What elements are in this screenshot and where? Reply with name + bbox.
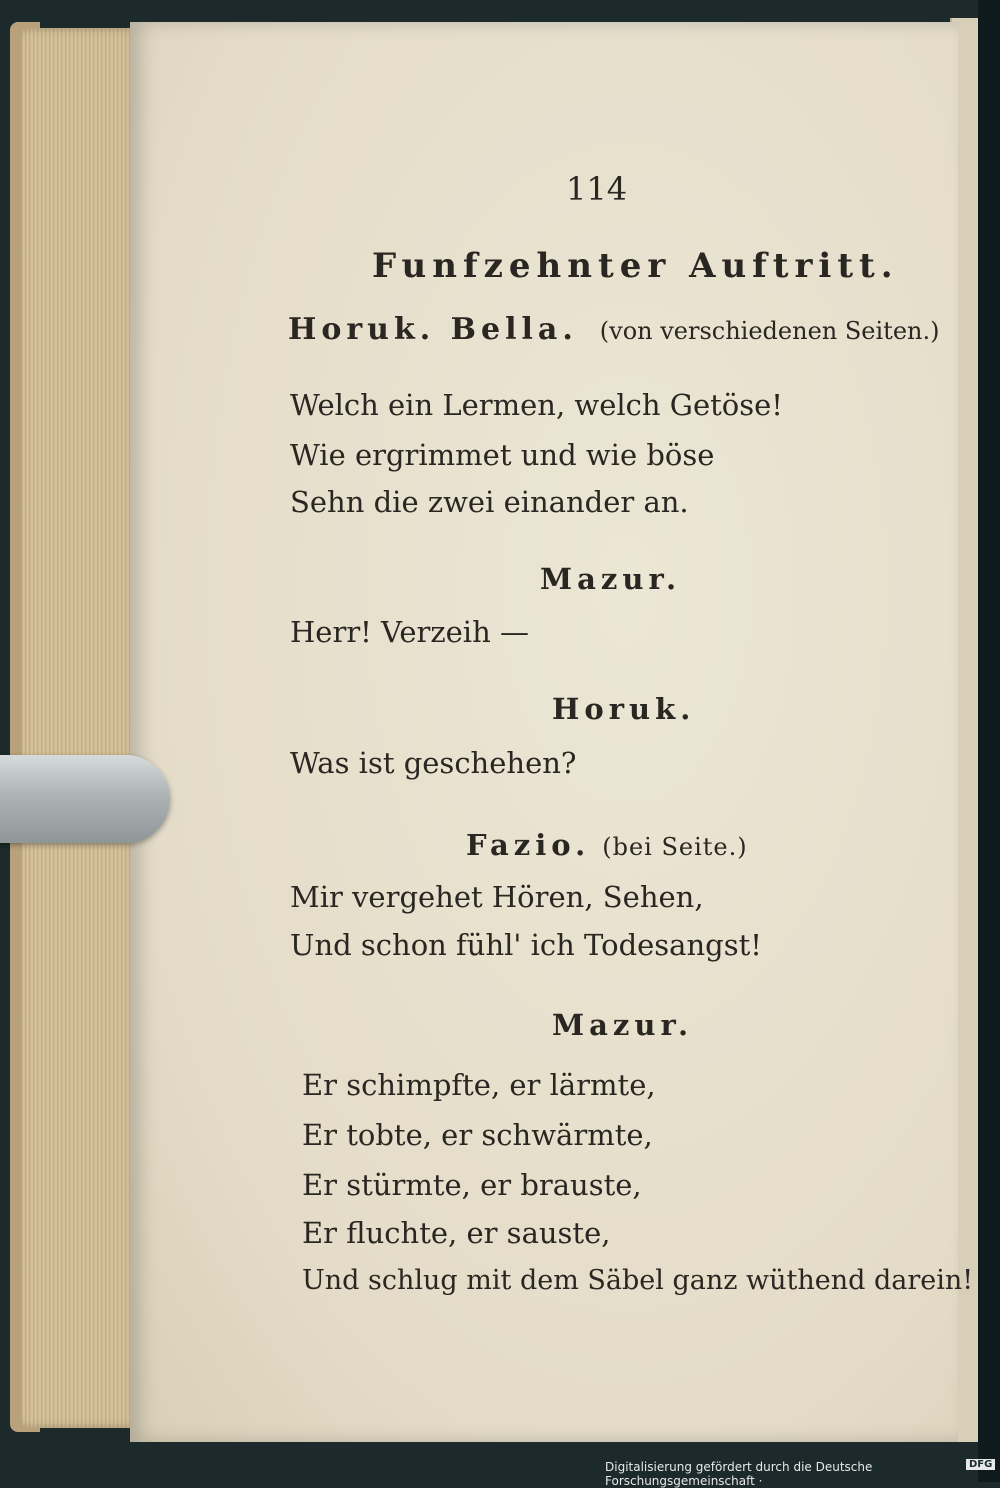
verse-line: Er schimpfte, er lärmte, [302, 1068, 656, 1102]
dfg-logo: DFG [966, 1459, 995, 1470]
verse-line: Was ist geschehen? [290, 746, 577, 780]
verse-line: Und schlug mit dem Säbel ganz wüthend darein! [302, 1265, 974, 1296]
verse-line: Sehn die zwei einander an. [290, 485, 689, 519]
aside-direction: (bei Seite.) [602, 833, 748, 861]
book-page-edges [22, 28, 142, 1428]
stage-direction: (von verschiedenen Seiten.) [599, 317, 940, 345]
verse-line: Er fluchte, er sauste, [302, 1216, 611, 1250]
verse-line: Er tobte, er schwärmte, [302, 1118, 653, 1152]
verse-line: Und schon fühl' ich Todesangst! [290, 928, 762, 962]
verse-line: Mir vergehet Hören, Sehen, [290, 880, 704, 914]
digitization-credit: Digitalisierung gefördert durch die Deutsche Forschungsgemeinschaft · [605, 1460, 873, 1488]
page-number: 114 [566, 170, 628, 208]
speaker-name: Horuk. [552, 692, 696, 726]
page-clip [0, 755, 170, 843]
verse-line: Er stürmte, er brauste, [302, 1168, 642, 1202]
speaker-name [466, 828, 748, 862]
scene-heading: Funfzehnter Auftritt. [372, 246, 899, 286]
speaker-name-text: Fazio. [466, 828, 591, 862]
speaker-name: Mazur. [552, 1008, 694, 1042]
background-strip [978, 0, 1000, 1482]
cast-names: Horuk. Bella. [288, 312, 578, 347]
verse-line: Welch ein Lermen, welch Getöse! [290, 388, 783, 422]
cast-line [288, 312, 939, 347]
verse-line: Herr! Verzeih — [290, 615, 529, 649]
speaker-name: Mazur. [540, 562, 682, 596]
verse-line: Wie ergrimmet und wie böse [290, 438, 715, 472]
